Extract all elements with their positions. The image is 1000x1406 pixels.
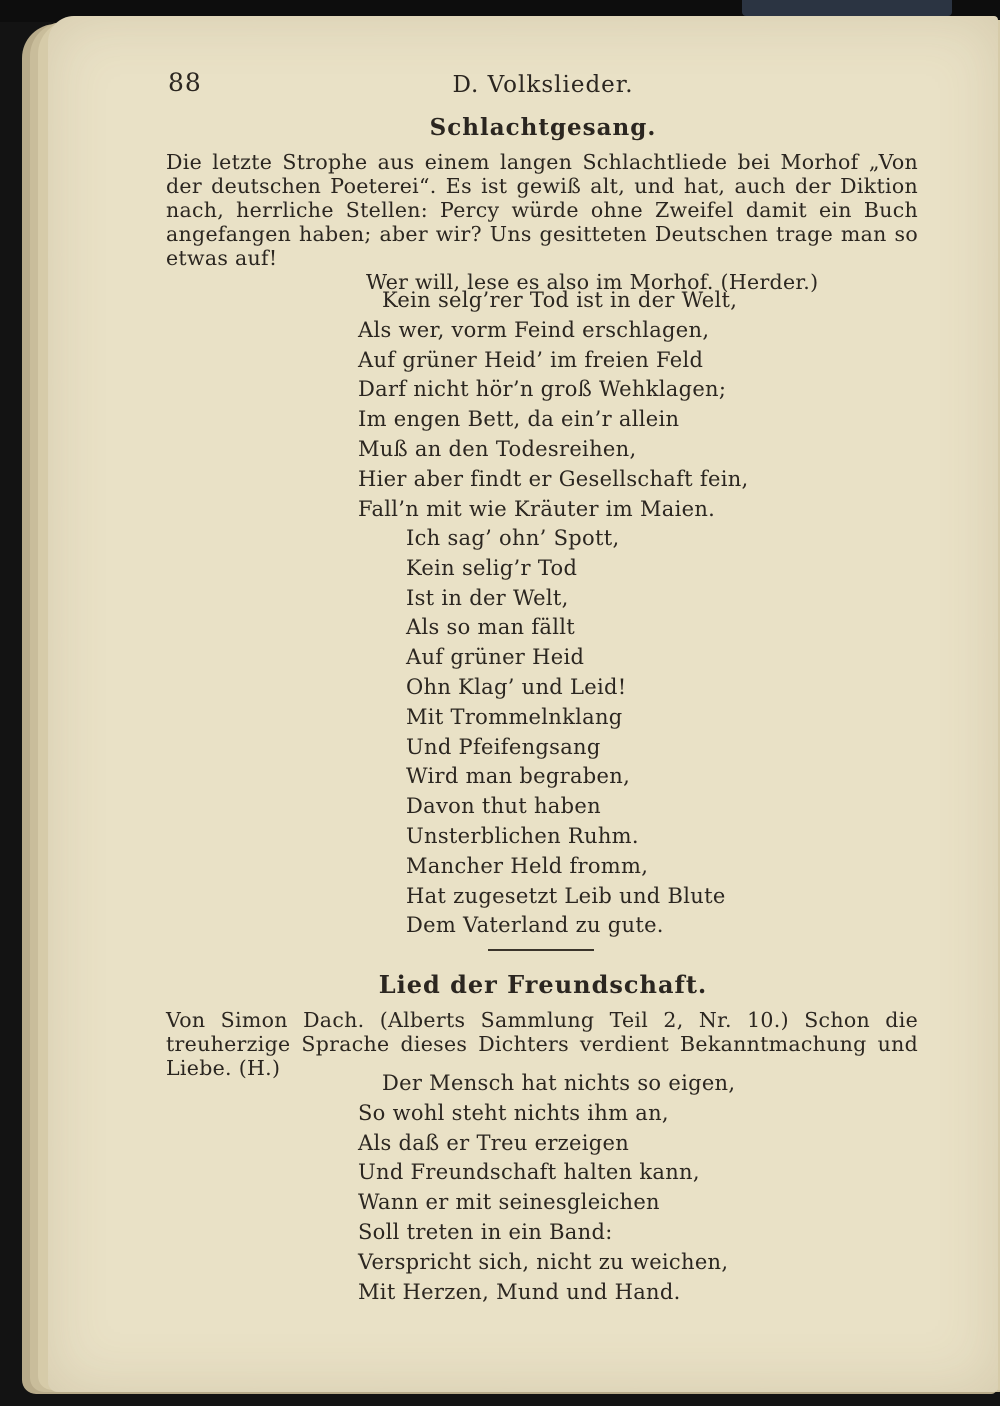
section-title-lied-der-freundschaft: Lied der Freundschaft. (378, 970, 708, 999)
refrain-line: Ich sag’ ohn’ Spott, (406, 526, 620, 550)
verse-line: Wann er mit seinesgleichen (358, 1190, 660, 1215)
refrain-line: Unsterblichen Ruhm. (406, 823, 639, 848)
verse-line: Verspricht sich, nicht zu weichen, (358, 1249, 729, 1274)
refrain-line: Davon thut haben (406, 794, 601, 819)
book-clip (742, 0, 952, 16)
verse-line: Der Mensch hat nichts so eigen, (382, 1071, 736, 1095)
verse-refrain-schlachtgesang (406, 524, 726, 941)
verse-line: Fall’n mit wie Kräuter im Maien. (358, 496, 716, 521)
verse-line: Soll treten in ein Band: (358, 1219, 613, 1244)
verse-line: Als wer, vorm Feind erschlagen, (358, 317, 710, 342)
verse-line: Und Freundschaft halten kann, (358, 1160, 700, 1185)
verse-stanza-lied-der-freundschaft (358, 1069, 735, 1307)
refrain-line: Und Pfeifengsang (406, 734, 601, 759)
refrain-line: Kein selig’r Tod (406, 555, 578, 580)
refrain-line: Hat zugesetzt Leib und Blute (406, 883, 726, 908)
intro-signature: Wer will, lese es also im Morhof. (Herder.) (366, 270, 819, 294)
verse-line: Im engen Bett, da ein’r allein (358, 407, 680, 432)
verse-line: Darf nicht hör’n groß Wehklagen; (358, 377, 727, 402)
refrain-line: Ohn Klag’ und Leid! (406, 674, 627, 699)
intro-text: Von Simon Dach. (Alberts Sammlung Teil 2, Nr. 10.) Schon die treuherzige Sprache dieses Dichters verdient Bekanntmachung und Liebe. (H.) (166, 1008, 918, 1080)
verse-line: Muß an den Todesreihen, (358, 436, 637, 461)
verse-line: Hier aber findt er Gesellschaft fein, (358, 466, 749, 491)
refrain-line: Ist in der Welt, (406, 585, 569, 610)
page-number: 88 (168, 68, 202, 97)
section-divider (488, 949, 594, 951)
section-title-schlachtgesang: Schlachtgesang. (429, 114, 657, 141)
refrain-line: Mit Trommelnklang (406, 704, 623, 729)
verse-line: So wohl steht nichts ihm an, (358, 1100, 669, 1125)
section-intro-schlachtgesang (166, 150, 918, 294)
running-head: D. Volkslieder. (452, 72, 634, 98)
verse-line: Mit Herzen, Mund und Hand. (358, 1279, 681, 1304)
verse-line: Als daß er Treu erzeigen (358, 1130, 630, 1155)
verse-stanza-schlachtgesang (358, 286, 749, 524)
refrain-line: Auf grüner Heid (406, 645, 585, 670)
refrain-line: Dem Vaterland zu gute. (406, 913, 664, 938)
verse-line: Kein selg’rer Tod ist in der Welt, (382, 288, 738, 312)
verse-line: Auf grüner Heid’ im freien Feld (358, 347, 704, 372)
refrain-line: Mancher Held fromm, (406, 853, 649, 878)
refrain-line: Als so man fällt (406, 615, 576, 640)
intro-text: Die letzte Strophe aus einem langen Schlachtliede bei Morhof „Von der deutschen Poeterei“. Es ist gewiß alt, und hat, auch der Diktion nach, herrliche Stellen: Percy würde ohne Zweifel damit ein Buch angefangen haben; aber wir? Uns gesitteten Deutschen trage man so etwas auf! (166, 150, 918, 270)
book-page (48, 16, 998, 1392)
page-content (48, 16, 998, 1392)
refrain-line: Wird man begraben, (406, 764, 631, 789)
